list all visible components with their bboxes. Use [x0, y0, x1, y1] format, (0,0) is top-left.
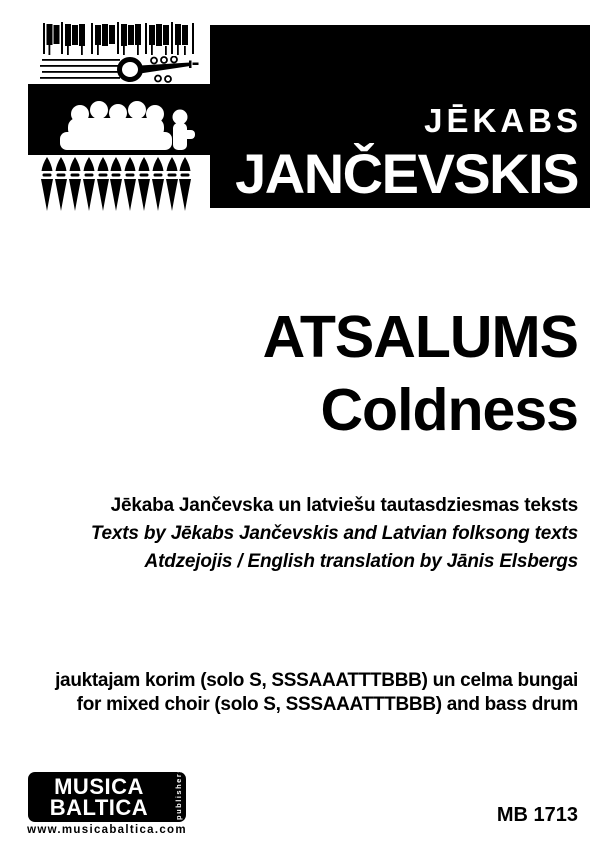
publisher-logo: [28, 767, 186, 822]
publisher-name-line2: BALTICA: [49, 795, 149, 820]
scoring-block: [55, 669, 578, 717]
title-block: [263, 306, 578, 441]
publisher-name: [28, 772, 170, 822]
catalog-number: MB 1713: [496, 804, 578, 826]
composer-banner: [210, 25, 590, 208]
scoring-english: for mixed choir (solo S, SSSAAATTTBBB) and bass drum: [76, 694, 578, 715]
publisher-name-line1: MUSICA: [54, 774, 144, 799]
composer-first-name: JĒKABS: [424, 102, 582, 139]
credit-english: Texts by Jēkabs Jančevskis and Latvian folksong texts: [90, 523, 578, 544]
composer-last-name: JANČEVSKIS: [235, 142, 578, 205]
work-title-translation: Coldness: [320, 377, 578, 443]
scoring-latvian: jauktajam korim (solo S, SSSAAATTTBBB) un celma bungai: [55, 670, 578, 691]
work-title: ATSALUMS: [262, 304, 578, 370]
trumpet-icon: [40, 56, 200, 84]
organ-pipes-icon: [40, 157, 192, 213]
choir-band: [28, 84, 210, 155]
credit-latvian: Jēkaba Jančevska un latviešu tautasdziesmas teksts: [110, 495, 578, 516]
publisher-tagline: publishers: [174, 767, 183, 820]
publisher-website: www.musicabaltica.com: [27, 824, 187, 836]
choir-singers-icon: [28, 84, 210, 155]
credit-translator: Atdzejojis / English translation by Jānis Elsbergs: [144, 551, 578, 572]
credits-block: [91, 492, 578, 576]
piano-keyboard-icon: [43, 22, 195, 58]
